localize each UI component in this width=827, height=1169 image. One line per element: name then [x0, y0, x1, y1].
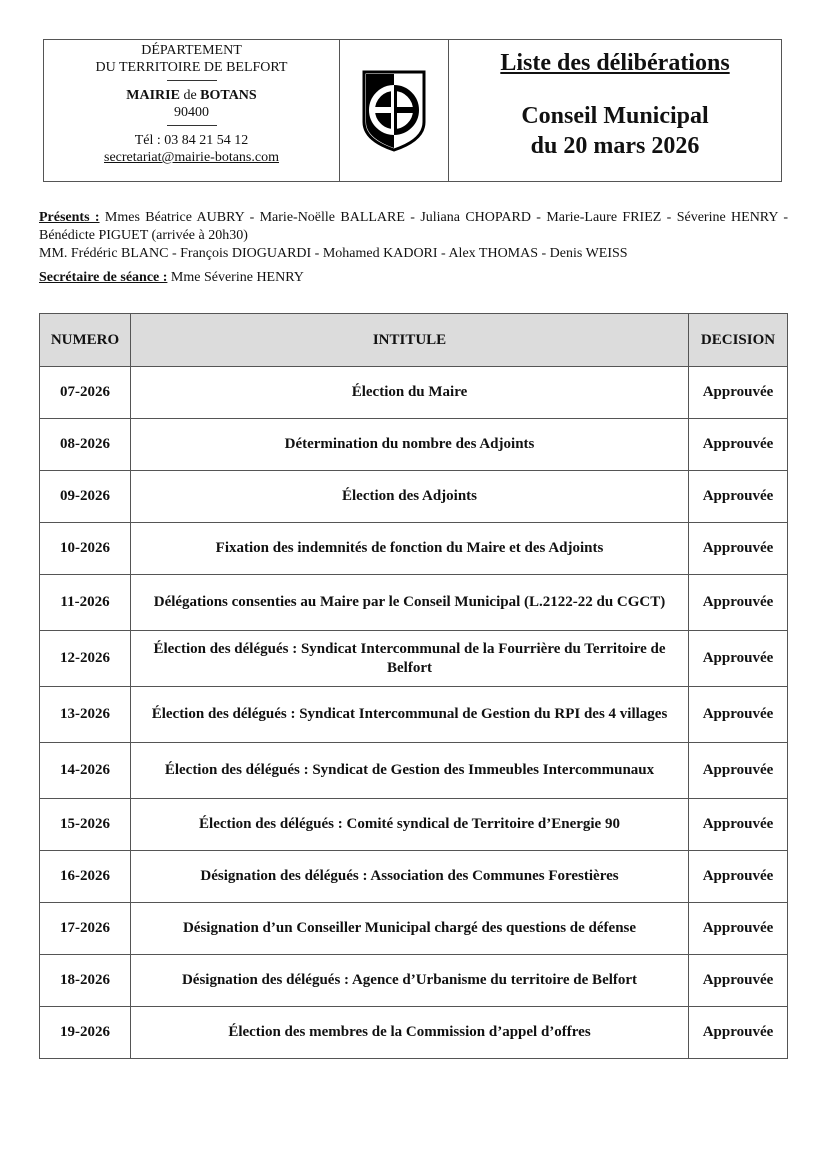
intitule: Élection des membres de la Commission d’appel d’offres	[131, 1007, 689, 1059]
attendance-list	[39, 209, 788, 263]
table-header	[40, 314, 788, 367]
letterhead	[43, 39, 782, 182]
decision: Approuvée	[689, 851, 788, 903]
secretary: Secrétaire de séance : Mme Séverine HENRY	[39, 270, 304, 285]
present-men: MM. Frédéric BLANC - François DIOGUARDI - Mohamed KADORI - Alex THOMAS - Denis WEISS	[39, 246, 628, 261]
intitule: Fixation des indemnités de fonction du Maire et des Adjoints	[131, 523, 689, 575]
table-row	[40, 419, 788, 471]
header-decision: DECISION	[689, 314, 788, 367]
table-row	[40, 367, 788, 419]
table-row	[40, 687, 788, 743]
deliberations-table	[39, 313, 788, 1059]
decision: Approuvée	[689, 1007, 788, 1059]
decision: Approuvée	[689, 523, 788, 575]
decision: Approuvée	[689, 575, 788, 631]
decision: Approuvée	[689, 743, 788, 799]
numero: 10-2026	[40, 523, 131, 575]
decision: Approuvée	[689, 367, 788, 419]
decision: Approuvée	[689, 687, 788, 743]
numero: 11-2026	[40, 575, 131, 631]
divider	[167, 80, 217, 81]
email-link[interactable]: secretariat@mairie-botans.com	[104, 150, 279, 165]
divider	[167, 125, 217, 126]
intitule: Élection des délégués : Syndicat Intercommunal de Gestion du RPI des 4 villages	[131, 687, 689, 743]
numero: 08-2026	[40, 419, 131, 471]
numero: 16-2026	[40, 851, 131, 903]
intitule: Désignation des délégués : Agence d’Urbanisme du territoire de Belfort	[131, 955, 689, 1007]
intitule: Désignation des délégués : Association des Communes Forestières	[131, 851, 689, 903]
intitule: Élection des délégués : Syndicat Intercommunal de la Fourrière du Territoire de Belfort	[131, 631, 689, 687]
table-row	[40, 851, 788, 903]
table-row	[40, 631, 788, 687]
table-row	[40, 575, 788, 631]
decision: Approuvée	[689, 955, 788, 1007]
numero: 13-2026	[40, 687, 131, 743]
header-intitule: INTITULE	[131, 314, 689, 367]
numero: 15-2026	[40, 799, 131, 851]
department-line2: DU TERRITOIRE DE BELFORT	[95, 60, 288, 75]
mairie-info	[44, 40, 340, 181]
header-numero: NUMERO	[40, 314, 131, 367]
numero: 09-2026	[40, 471, 131, 523]
numero: 12-2026	[40, 631, 131, 687]
intitule: Délégations consenties au Maire par le Conseil Municipal (L.2122-22 du CGCT)	[131, 575, 689, 631]
intitule: Élection des délégués : Syndicat de Gestion des Immeubles Intercommunaux	[131, 743, 689, 799]
coat-of-arms-icon	[362, 70, 426, 152]
table-row	[40, 471, 788, 523]
table-row	[40, 903, 788, 955]
document-title: Liste des délibérations	[500, 50, 730, 76]
decision: Approuvée	[689, 631, 788, 687]
postcode: 90400	[174, 105, 209, 120]
document-subtitle: Conseil Municipal du 20 mars 2026	[521, 103, 709, 159]
department-line1: DÉPARTEMENT	[141, 43, 242, 58]
intitule: Élection du Maire	[131, 367, 689, 419]
table-row	[40, 523, 788, 575]
logo-cell	[340, 40, 449, 181]
decision: Approuvée	[689, 903, 788, 955]
table-row	[40, 1007, 788, 1059]
decision: Approuvée	[689, 419, 788, 471]
numero: 17-2026	[40, 903, 131, 955]
numero: 19-2026	[40, 1007, 131, 1059]
mairie-name: MAIRIE de BOTANS	[126, 88, 257, 103]
intitule: Détermination du nombre des Adjoints	[131, 419, 689, 471]
numero: 14-2026	[40, 743, 131, 799]
decision: Approuvée	[689, 471, 788, 523]
table-row	[40, 955, 788, 1007]
title-cell	[449, 40, 781, 181]
phone: Tél : 03 84 21 54 12	[134, 133, 249, 148]
numero: 18-2026	[40, 955, 131, 1007]
intitule: Désignation d’un Conseiller Municipal chargé des questions de défense	[131, 903, 689, 955]
intitule: Élection des délégués : Comité syndical de Territoire d’Energie 90	[131, 799, 689, 851]
decision: Approuvée	[689, 799, 788, 851]
numero: 07-2026	[40, 367, 131, 419]
intitule: Élection des Adjoints	[131, 471, 689, 523]
table-row	[40, 799, 788, 851]
table-row	[40, 743, 788, 799]
present-women: Présents : Mmes Béatrice AUBRY - Marie-Noëlle BALLARE - Juliana CHOPARD - Marie-Laure FRIEZ - Séverine HENRY - Bénédicte PIGUET (arrivée à 20h30)	[39, 210, 788, 243]
